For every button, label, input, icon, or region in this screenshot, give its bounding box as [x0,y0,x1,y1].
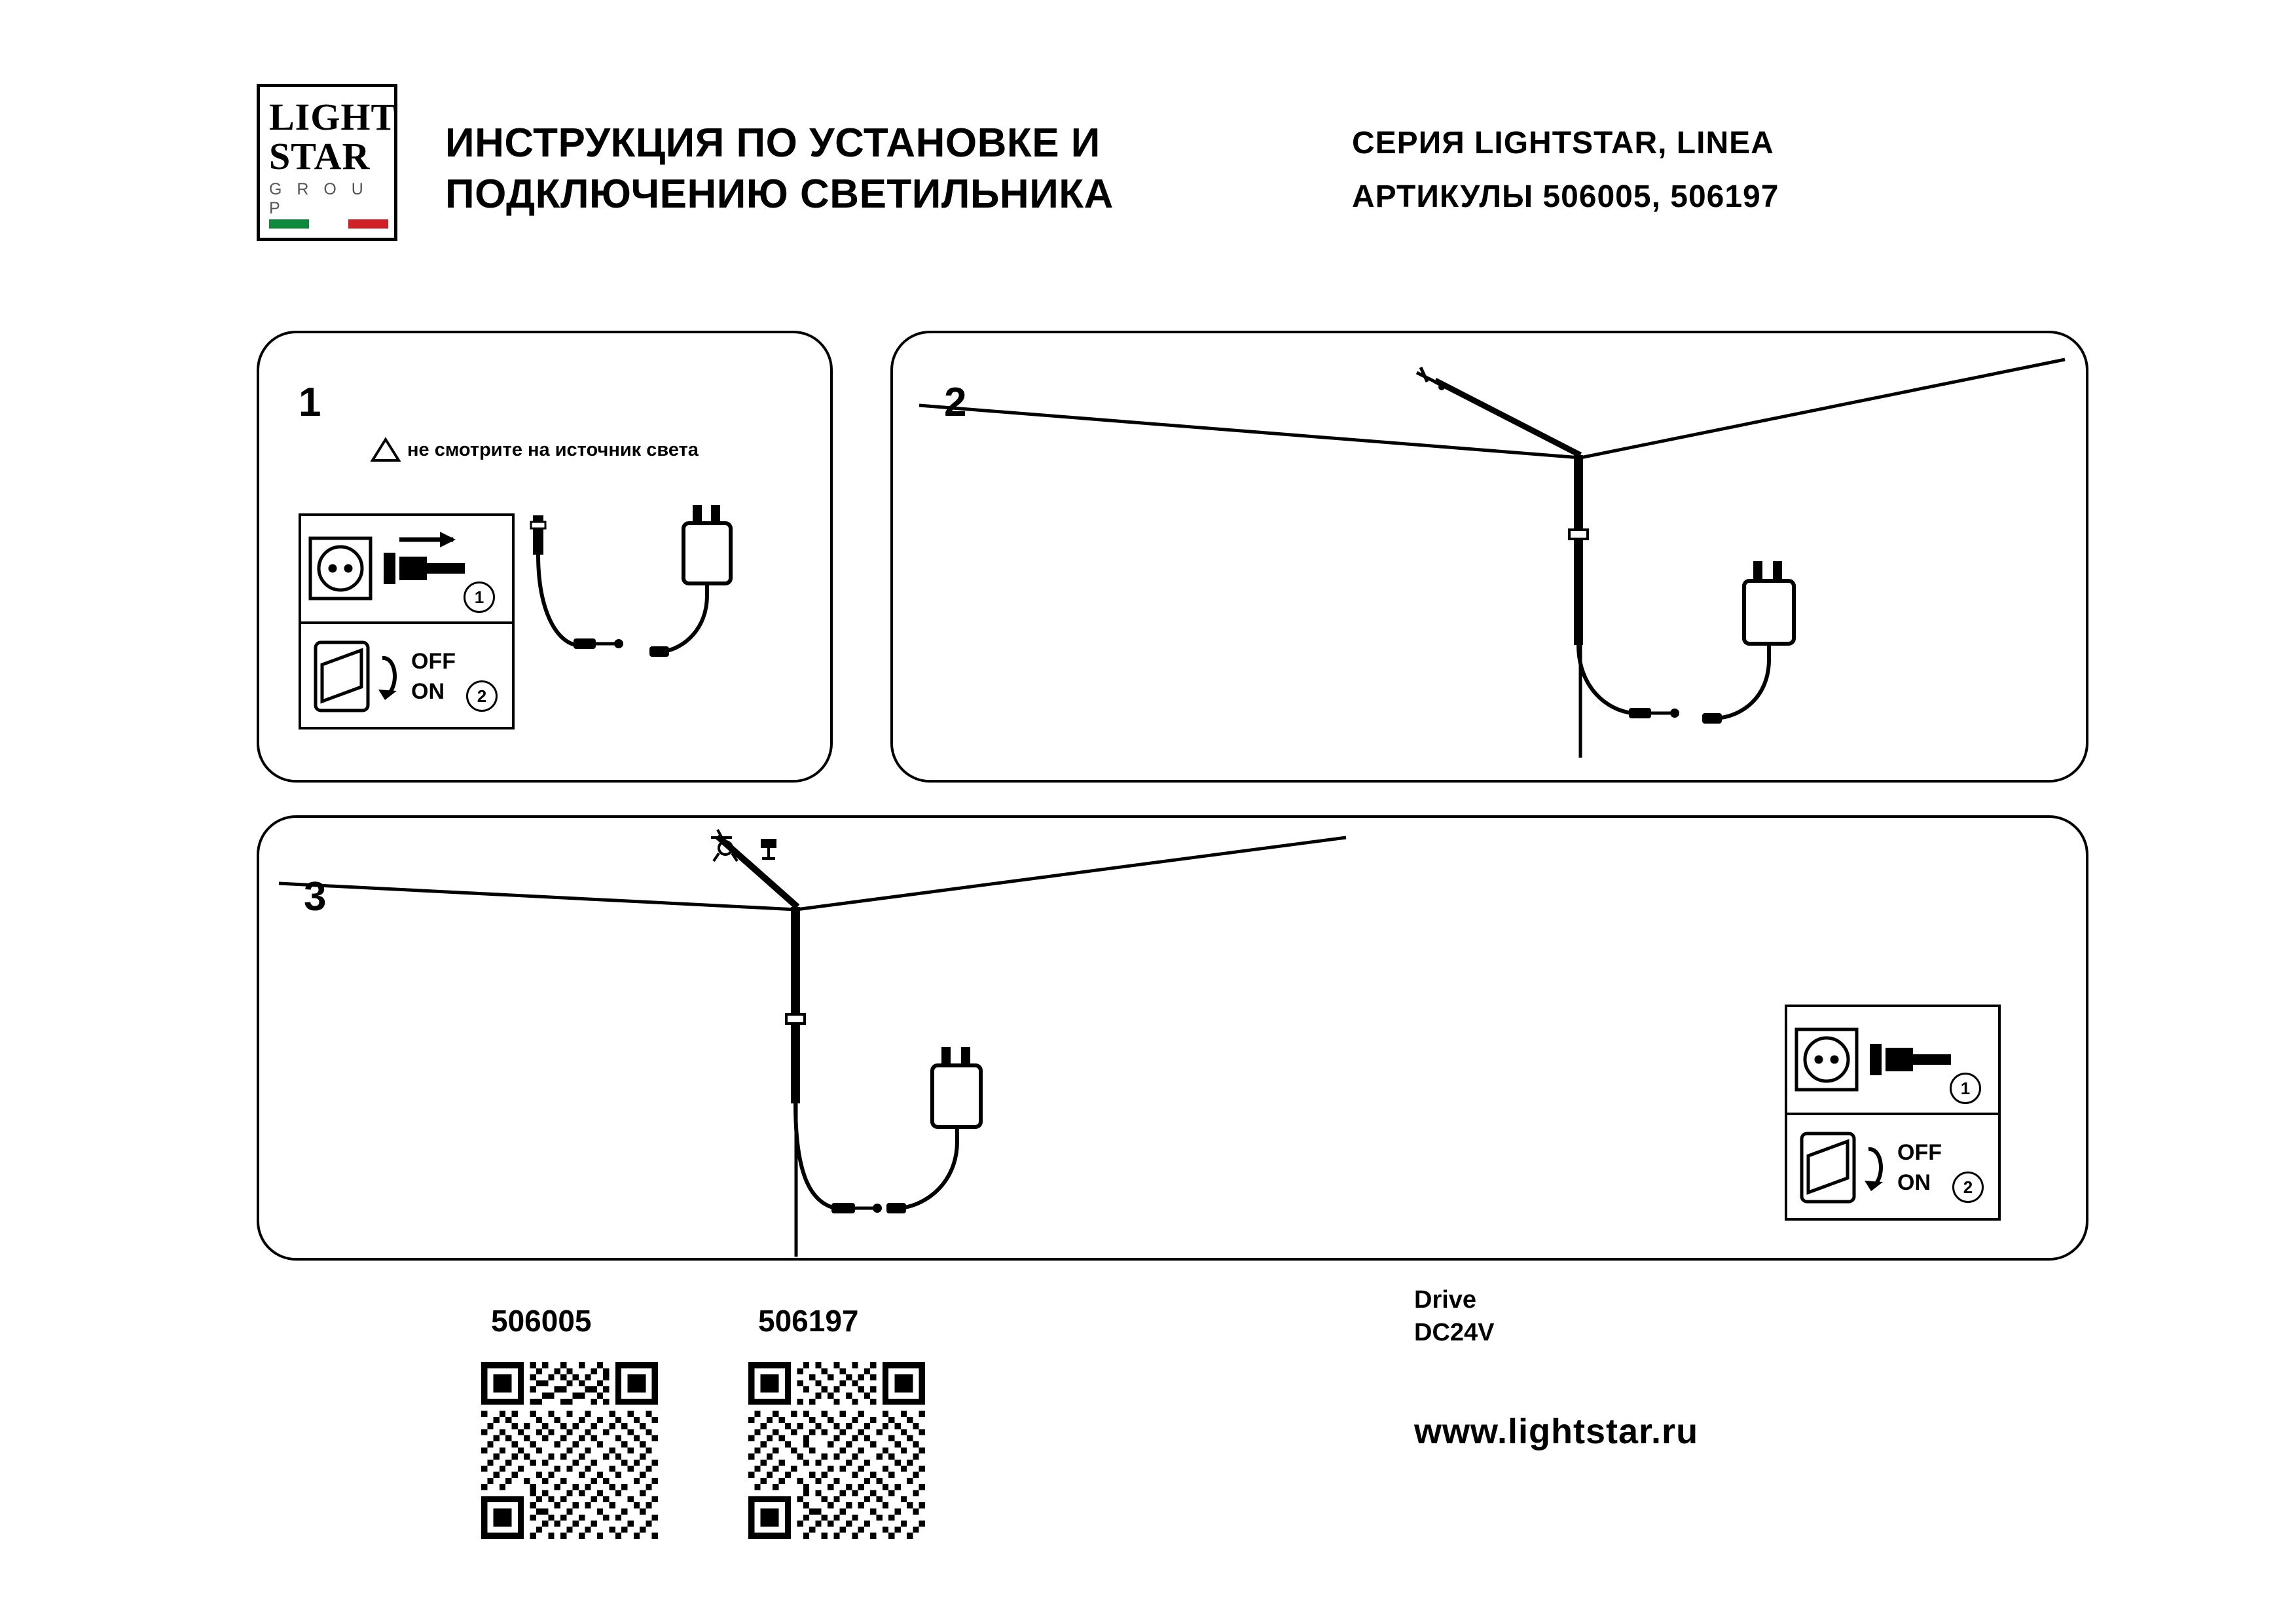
badge-switch-1: 2 [466,680,498,712]
drive-label [1414,1283,1495,1349]
off-label-1: OFF [411,649,456,674]
product-info [1352,121,2138,219]
socket-plug-cell-3 [1787,1007,1998,1115]
qr-code-506197 [748,1362,925,1539]
logo-line-1: LIGHT [269,96,397,138]
drive-label-line-2: DC24V [1414,1319,1495,1346]
switch-cell-1 [301,624,512,729]
mounting-hardware-icon [711,830,776,861]
on-label-1: ON [411,679,445,704]
document-header [0,0,2296,308]
switch-cell-3 [1787,1115,1998,1221]
logo-line-2: STAR [269,135,371,177]
step-number-3: 3 [304,874,327,919]
badge-socket-3: 1 [1950,1073,1981,1104]
step-number-2: 2 [944,380,967,425]
on-label-3: ON [1897,1170,1931,1195]
warning-row [371,437,699,463]
article-label-2: 506197 [758,1304,859,1338]
step-number-1: 1 [299,380,321,425]
wall-mount-illustration-2 [893,333,2091,785]
series-line: СЕРИЯ LIGHTSTAR, LINEA [1352,126,1774,160]
website-url[interactable]: www.lightstar.ru [1414,1412,1699,1451]
lightstar-logo [257,84,397,241]
step-panel-3 [257,815,2088,1261]
power-icons-stack-1 [299,513,515,729]
warning-text: не смотрите на источник света [407,439,699,460]
drive-label-line-1: Drive [1414,1286,1477,1314]
article-label-1: 506005 [491,1304,592,1338]
power-icons-stack-3 [1785,1005,2001,1221]
logo-line-3: G R O U P [269,180,369,217]
badge-switch-3: 2 [1952,1172,1984,1203]
socket-plug-cell-1 [301,516,512,624]
warning-triangle-icon [371,437,401,463]
badge-socket-1: 1 [464,581,495,613]
off-label-3: OFF [1897,1140,1942,1165]
qr-code-506005 [481,1362,658,1539]
page-title: ИНСТРУКЦИЯ ПО УСТАНОВКЕ И ПОДКЛЮЧЕНИЮ СВЕТИЛЬНИКА [445,120,1114,217]
logo-text [269,96,397,218]
italian-flag-icon [269,219,388,229]
articles-line: АРТИКУЛЫ 506005, 506197 [1352,179,1779,214]
step-panel-2 [890,331,2088,783]
step-panel-1 [257,331,833,783]
